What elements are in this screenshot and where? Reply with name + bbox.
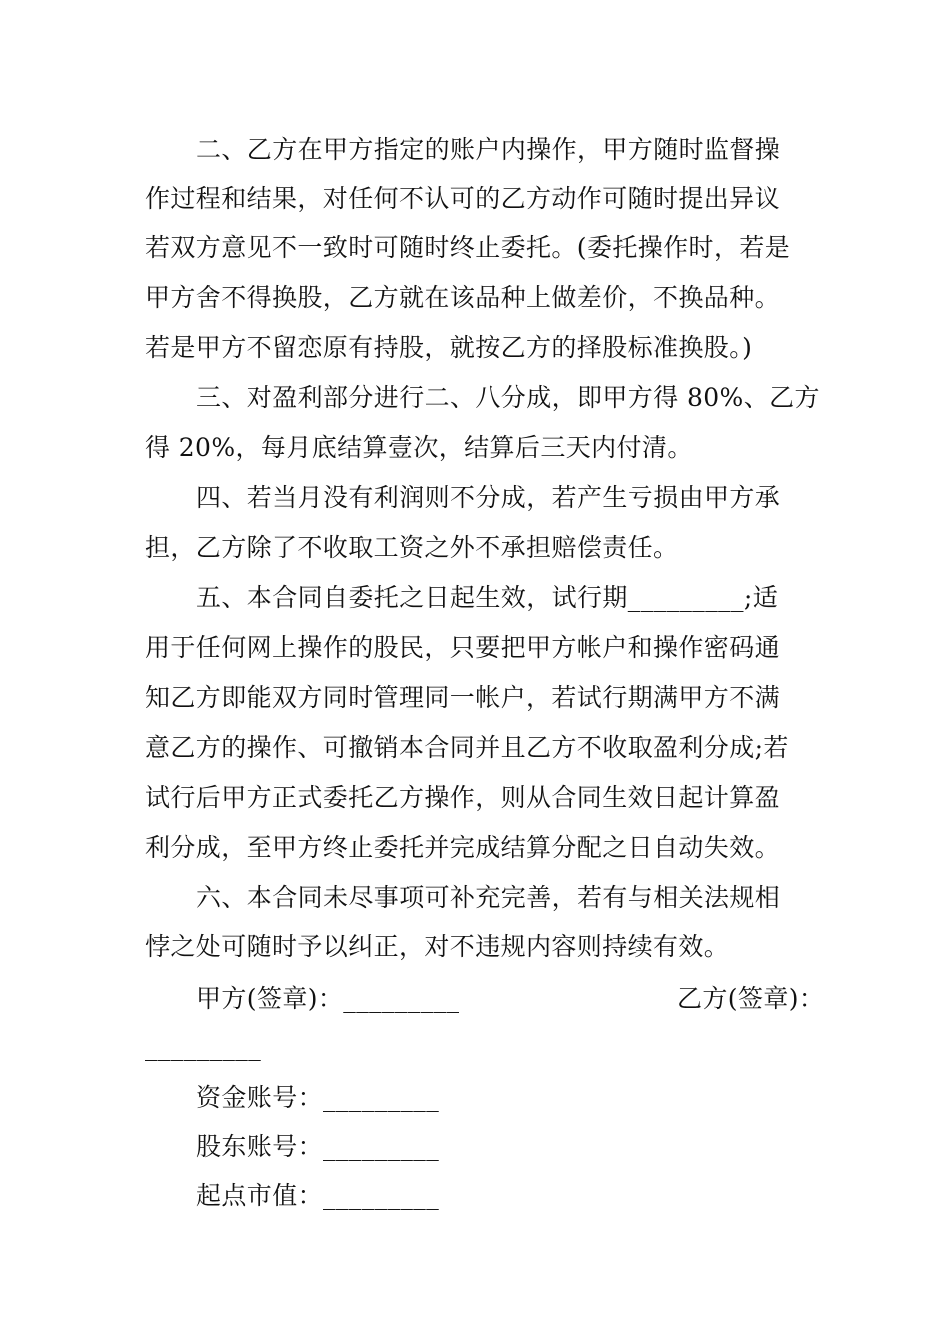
clause-3-line-2: 得 20%，每月底结算壹次，结算后三天内付清。 bbox=[145, 433, 693, 462]
clause-5-line-1: 五、本合同自委托之日起生效，试行期_________;适 bbox=[196, 583, 779, 612]
clause-6-line-1: 六、本合同未尽事项可补充完善，若有与相关法规相 bbox=[196, 883, 781, 912]
clause-5-line-3: 知乙方即能双方同时管理同一帐户，若试行期满甲方不满 bbox=[145, 683, 781, 712]
clause-5-line-2: 用于任何网上操作的股民，只要把甲方帐户和操作密码通 bbox=[145, 633, 781, 662]
clause-2-line-1: 二、乙方在甲方指定的账户内操作，甲方随时监督操 bbox=[196, 135, 781, 164]
clause-5-line-4: 意乙方的操作、可撤销本合同并且乙方不收取盈利分成;若 bbox=[145, 733, 789, 762]
clause-2-line-5: 若是甲方不留恋原有持股，就按乙方的择股标准换股。) bbox=[145, 333, 753, 362]
clause-2-line-2: 作过程和结果，对任何不认可的乙方动作可随时提出异议 bbox=[145, 184, 781, 213]
party-b-signature-blank: _________ bbox=[145, 1032, 262, 1061]
clause-2-line-4: 甲方舍不得换股，乙方就在该品种上做差价，不换品种。 bbox=[145, 283, 781, 312]
clause-4-line-2: 担，乙方除了不收取工资之外不承担赔偿责任。 bbox=[145, 533, 679, 562]
clause-3-line-1: 三、对盈利部分进行二、八分成，即甲方得 80%、乙方 bbox=[196, 383, 820, 412]
party-a-signature: 甲方(签章)：_________ bbox=[196, 984, 460, 1013]
clause-4-line-1: 四、若当月没有利润则不分成，若产生亏损由甲方承 bbox=[196, 483, 781, 512]
clause-5-line-5: 试行后甲方正式委托乙方操作，则从合同生效日起计算盈 bbox=[145, 783, 781, 812]
clause-2-line-3: 若双方意见不一致时可随时终止委托。(委托操作时，若是 bbox=[145, 233, 791, 262]
shareholder-account-field: 股东账号：_________ bbox=[196, 1132, 440, 1161]
start-value-field: 起点市值：_________ bbox=[196, 1181, 440, 1210]
clause-6-line-2: 悖之处可随时予以纠正，对不违规内容则持续有效。 bbox=[145, 932, 730, 961]
clause-5-line-6: 利分成，至甲方终止委托并完成结算分配之日自动失效。 bbox=[145, 833, 781, 862]
party-b-signature: 乙方(签章)： bbox=[677, 984, 825, 1013]
fund-account-field: 资金账号：_________ bbox=[196, 1083, 440, 1112]
